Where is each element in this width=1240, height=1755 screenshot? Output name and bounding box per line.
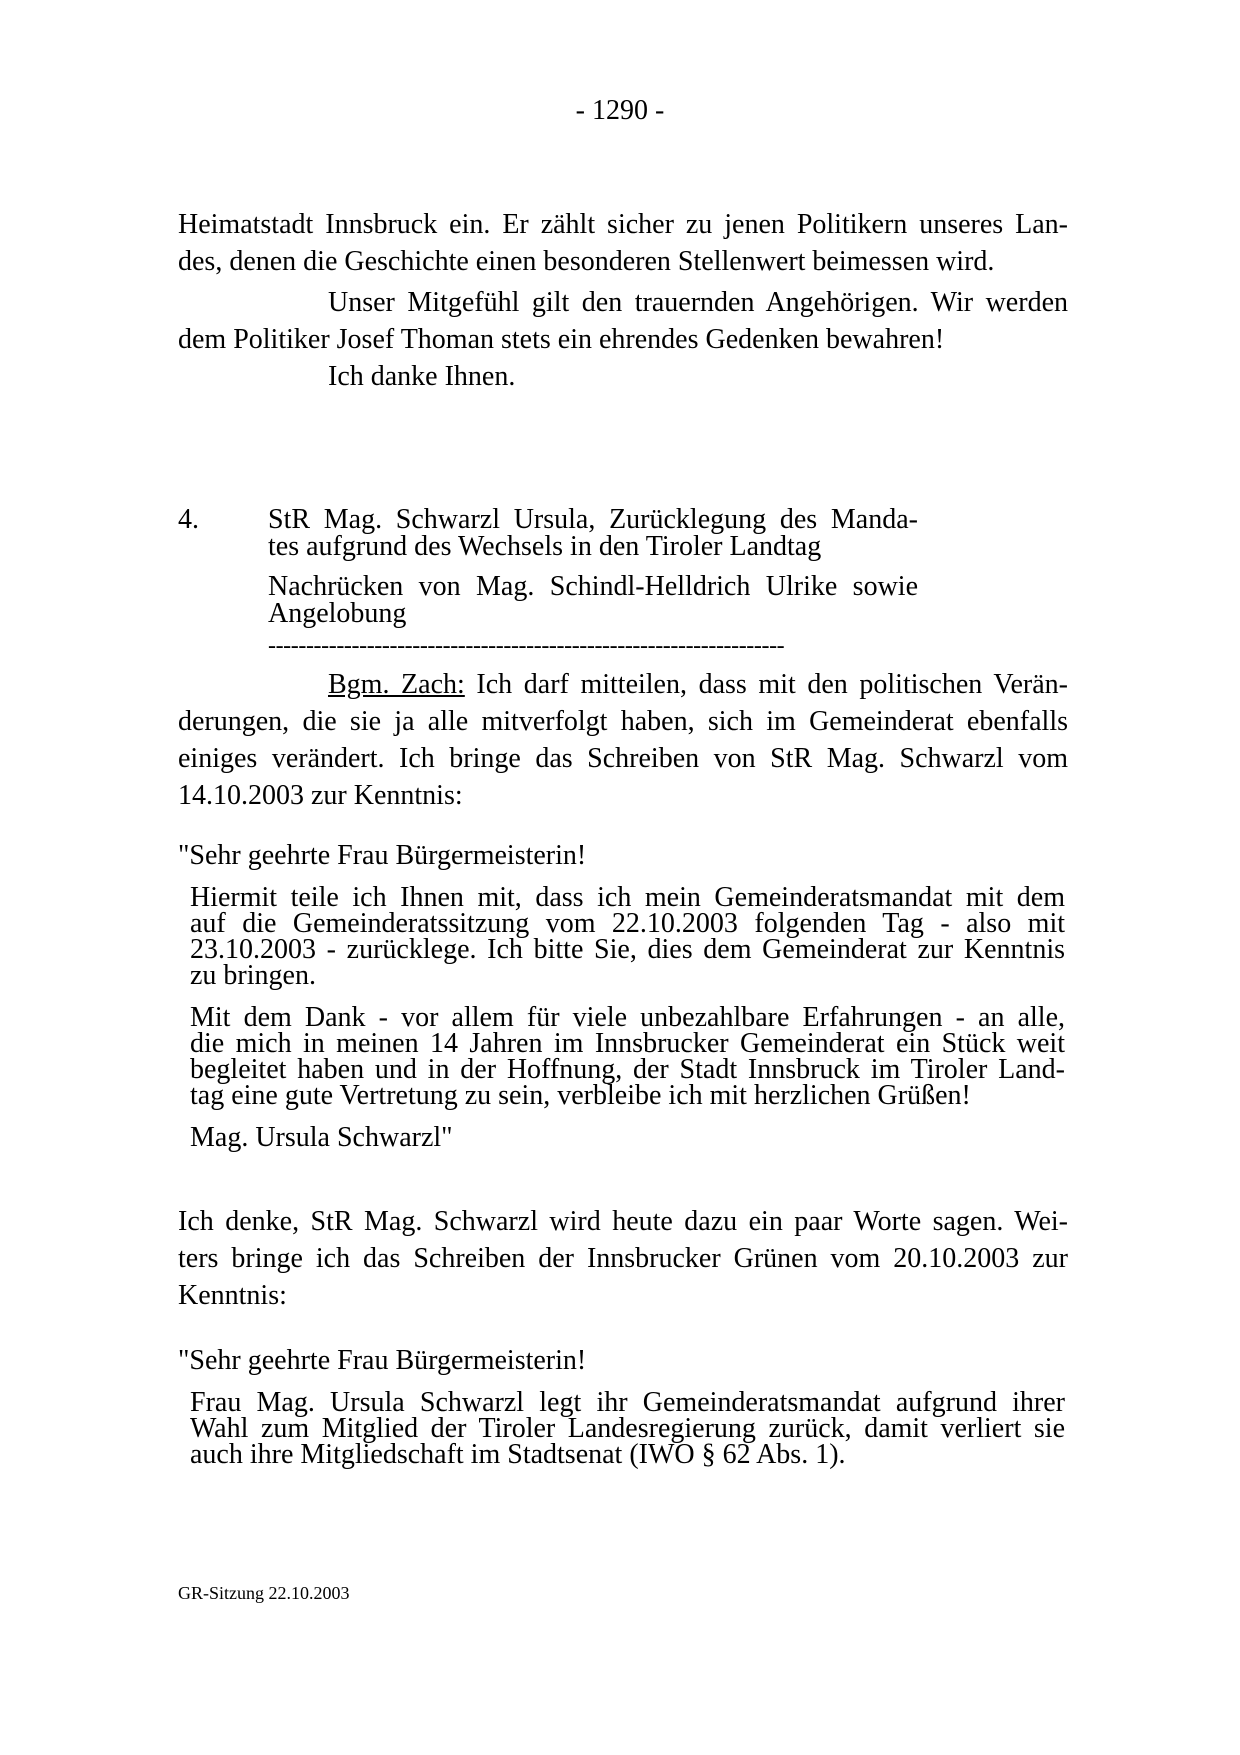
letter-line: Frau Mag. Ursula Schwarzl legt ihr Gemeinderatsmandat aufgrund ihrer bbox=[190, 1387, 1065, 1418]
text-line: Ich danke Ihnen. bbox=[328, 361, 516, 392]
footer-session-date: GR-Sitzung 22.10.2003 bbox=[178, 1583, 350, 1603]
letter-paragraph bbox=[190, 1387, 1065, 1470]
letter-line: die mich in meinen 14 Jahren im Innsbrucker Gemeinderat ein Stück weit bbox=[190, 1028, 1065, 1059]
separator-line: -------------------------------------------------------------------- bbox=[268, 633, 785, 659]
agenda-title-line: tes aufgrund des Wechsels in den Tiroler Landtag bbox=[268, 531, 822, 562]
letter-line: tag eine gute Vertretung zu sein, verbleibe ich mit herzlichen Grüßen! bbox=[190, 1080, 971, 1111]
agenda-item-number: 4. bbox=[178, 504, 199, 535]
agenda-subtitle-line: Angelobung bbox=[268, 598, 407, 629]
text-line: derungen, die sie ja alle mitverfolgt haben, sich im Gemeinderat ebenfalls bbox=[178, 706, 1068, 737]
text-line: 14.10.2003 zur Kenntnis: bbox=[178, 780, 463, 811]
agenda-item-subtitle bbox=[268, 573, 918, 627]
letter-signature: Mag. Ursula Schwarzl" bbox=[190, 1122, 453, 1153]
letter-paragraph bbox=[190, 882, 1065, 991]
text-line: dem Politiker Josef Thoman stets ein ehrendes Gedenken bewahren! bbox=[178, 324, 945, 355]
opening-paragraph bbox=[178, 206, 1068, 280]
speech-continued bbox=[178, 1203, 1068, 1314]
letter-line: Mit dem Dank - vor allem für viele unbezahlbare Erfahrungen - an alle, bbox=[190, 1002, 1065, 1033]
letter-paragraph bbox=[190, 1002, 1065, 1111]
letter-salutation: "Sehr geehrte Frau Bürgermeisterin! bbox=[178, 840, 587, 871]
letter-line: Wahl zum Mitglied der Tiroler Landesregierung zurück, damit verliert sie bbox=[190, 1413, 1065, 1444]
letter-line: Hiermit teile ich Ihnen mit, dass ich mein Gemeinderatsmandat mit dem bbox=[190, 882, 1065, 913]
text-line: des, denen die Geschichte einen besonderen Stellenwert beimessen wird. bbox=[178, 246, 995, 277]
speech-text: Ich darf mitteilen, dass mit den politischen Verän- bbox=[464, 669, 1068, 700]
text-line: ters bringe ich das Schreiben der Innsbrucker Grünen vom 20.10.2003 zur bbox=[178, 1243, 1068, 1274]
text-line bbox=[178, 666, 1068, 703]
agenda-subtitle-line: Nachrücken von Mag. Schindl-Helldrich Ulrike sowie bbox=[268, 571, 918, 602]
letter-line: zu bringen. bbox=[190, 960, 316, 991]
text-line: einiges verändert. Ich bringe das Schreiben von StR Mag. Schwarzl vom bbox=[178, 743, 1068, 774]
text-line: Kenntnis: bbox=[178, 1280, 287, 1311]
text-line: Heimatstadt Innsbruck ein. Er zählt sicher zu jenen Politikern unseres Lan- bbox=[178, 209, 1068, 240]
speaker-name: Bgm. Zach: bbox=[328, 669, 465, 700]
agenda-item-title bbox=[268, 506, 918, 560]
page-number: - 1290 - bbox=[575, 95, 665, 126]
speech-intro bbox=[178, 666, 1068, 814]
opening-paragraph-continued bbox=[178, 284, 1068, 395]
text-line: Ich denke, StR Mag. Schwarzl wird heute dazu ein paar Worte sagen. Wei- bbox=[178, 1206, 1068, 1237]
text-line: Unser Mitgefühl gilt den trauernden Angehörigen. Wir werden bbox=[328, 287, 1068, 318]
agenda-title-line: StR Mag. Schwarzl Ursula, Zurücklegung des Manda- bbox=[268, 504, 918, 535]
letter-salutation: "Sehr geehrte Frau Bürgermeisterin! bbox=[178, 1345, 587, 1376]
letter-line: begleitet haben und in der Hoffnung, der Stadt Innsbruck im Tiroler Land- bbox=[190, 1054, 1065, 1085]
letter-line: auf die Gemeinderatssitzung vom 22.10.2003 folgenden Tag - also mit bbox=[190, 908, 1065, 939]
letter-line: 23.10.2003 - zurücklege. Ich bitte Sie, dies dem Gemeinderat zur Kenntnis bbox=[190, 934, 1065, 965]
letter-line: auch ihre Mitgliedschaft im Stadtsenat (IWO § 62 Abs. 1). bbox=[190, 1439, 846, 1470]
